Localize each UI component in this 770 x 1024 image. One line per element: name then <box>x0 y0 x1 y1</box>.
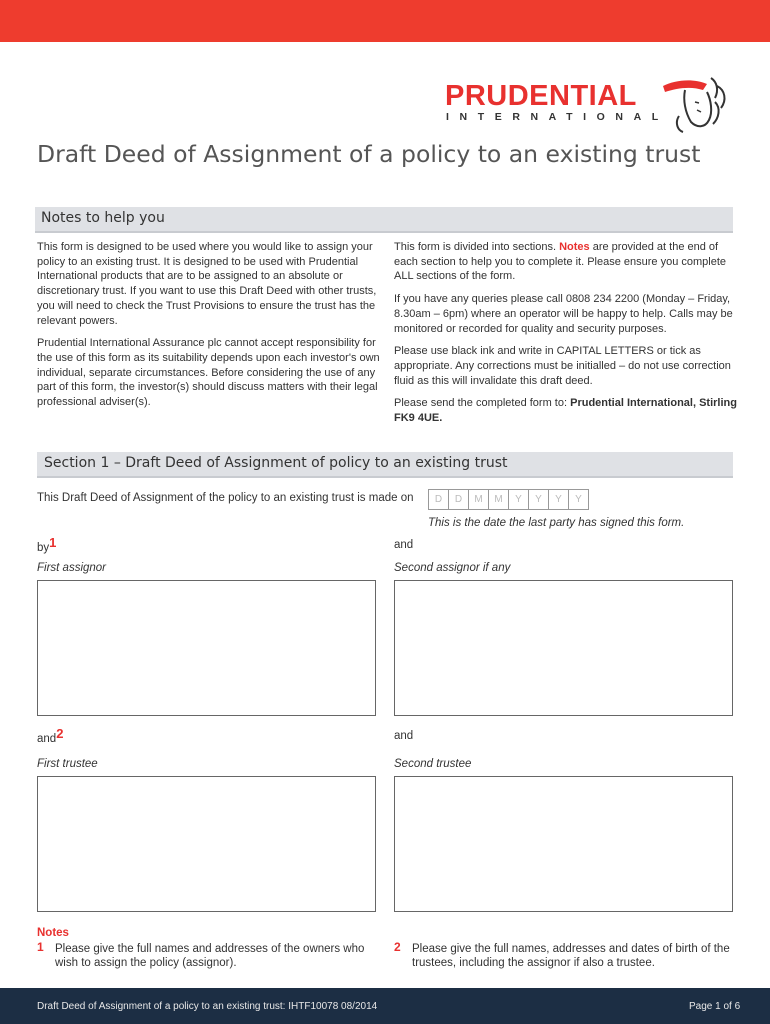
first-trustee-label: First trustee <box>37 758 98 770</box>
date-day-1[interactable]: D <box>429 490 449 509</box>
date-year-1[interactable]: Y <box>509 490 529 509</box>
note-number: 1 <box>37 940 44 954</box>
second-assignor-label: Second assignor if any <box>394 562 511 574</box>
first-assignor-label: First assignor <box>37 562 107 574</box>
made-on-label: This Draft Deed of Assignment of the policy to an existing trust is made on <box>37 492 414 504</box>
note-ref-2: 2 <box>56 726 64 741</box>
section1-heading: Section 1 – Draft Deed of Assignment of policy to an existing trust <box>44 455 508 471</box>
top-red-bar <box>0 0 770 42</box>
date-note: This is the date the last party has signed this form. <box>428 517 685 529</box>
notes-paragraph <box>394 240 739 284</box>
date-month-2[interactable]: M <box>489 490 509 509</box>
and-label: and <box>394 730 414 742</box>
note-ref-1: 1 <box>49 535 57 550</box>
prudence-head-logo-icon <box>655 72 735 134</box>
footer-form-reference: Draft Deed of Assignment of a policy to an existing trust: IHTF10078 08/2014 <box>37 1001 378 1012</box>
notes-paragraph: If you have any queries please call 0808 234 2200 (Monday – Friday, 8.30am – 6pm) where an operator will be happy to help. Calls may be monitored or recorded for quality and security purposes. <box>394 293 733 335</box>
second-trustee-label: Second trustee <box>394 758 472 770</box>
notes-paragraph: Please use black ink and write in CAPITAL LETTERS or tick as appropriate. Any corrections must be initialled – do not use correction fluid as this will invalidate this draft deed. <box>394 345 731 387</box>
text-span: and <box>37 733 57 745</box>
mailing-address: Prudential International, Stirling FK9 4UE. <box>394 397 737 425</box>
notes-heading: Notes <box>37 927 69 939</box>
date-year-2[interactable]: Y <box>529 490 549 509</box>
date-year-4[interactable]: Y <box>575 494 582 505</box>
first-assignor-field[interactable] <box>37 580 376 716</box>
text-span: Please send the completed form to: <box>394 397 568 410</box>
footer-page-number: Page 1 of 6 <box>689 1001 741 1012</box>
date-month-1[interactable]: M <box>469 490 489 509</box>
first-trustee-field[interactable] <box>37 776 376 912</box>
section1-header <box>37 452 733 478</box>
second-trustee-field[interactable] <box>394 776 733 912</box>
notes-paragraph: This form is designed to be used where you would like to assign your policy to an existing trust. It is designed to be used with Prudential International products that are to be assigned to an absolute or discretionary trust. If you want to use this Draft Deed with other trusts, you will need to check the Trust Provisions to ensure the trust has the relevant powers. <box>37 241 377 327</box>
date-year-3[interactable]: Y <box>549 490 569 509</box>
logo-subtitle: INTERNATIONAL <box>446 111 669 123</box>
notes-right-column <box>394 240 739 434</box>
notes-highlight: Notes <box>559 241 590 253</box>
by-label <box>37 535 57 554</box>
notes-section-heading: Notes to help you <box>41 210 165 226</box>
text-span: are provided at the end of each section to help you to complete it. Please ensure you complete ALL sections of the form. <box>394 241 727 283</box>
second-assignor-field[interactable] <box>394 580 733 716</box>
and-label: and <box>394 539 414 551</box>
notes-paragraph: Prudential International Assurance plc cannot accept responsibility for the use of this form as its suitability depends upon each investor's own individual, separate circumstances. Before considering the use of any part of this form, the investor(s) should discuss matters with their legal professional adviser(s). <box>37 337 380 409</box>
date-day-2[interactable]: D <box>449 490 469 509</box>
text-span: This form is divided into sections. <box>394 241 557 253</box>
deed-date-input[interactable] <box>428 489 589 510</box>
notes-section-header <box>35 207 733 233</box>
note-2-text: Please give the full names, addresses and dates of birth of the trustees, including the assignor if also a trustee. <box>412 943 730 969</box>
text-span: by <box>37 542 50 554</box>
notes-left-column <box>37 240 382 418</box>
page-title: Draft Deed of Assignment of a policy to an existing trust <box>37 140 701 168</box>
note-1-text: Please give the full names and addresses of the owners who wish to assign the policy (assignor). <box>55 943 365 969</box>
and-label <box>37 726 64 745</box>
notes-paragraph <box>394 396 739 425</box>
note-number: 2 <box>394 940 401 954</box>
logo-wordmark: PRUDENTIAL <box>445 80 637 112</box>
